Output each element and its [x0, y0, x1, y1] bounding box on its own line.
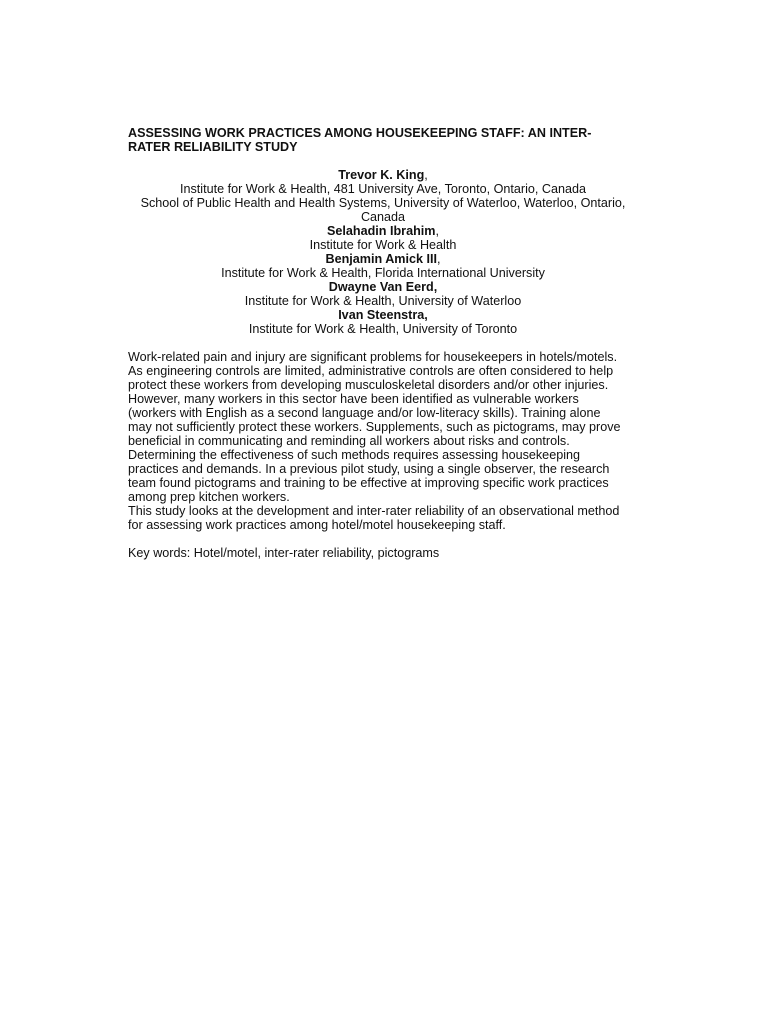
abstract-line: team found pictograms and training to be effective at improving specific work practices [128, 476, 609, 490]
author-suffix: , [435, 224, 439, 238]
author-entry [128, 280, 638, 294]
affiliation: Institute for Work & Health [309, 238, 457, 252]
author-block [128, 168, 638, 336]
abstract-line: protect these workers from developing musculoskeletal disorders and/or other injuries. [128, 378, 609, 392]
abstract-line: This study looks at the development and inter-rater reliability of an observational method [128, 504, 620, 518]
paper-title [128, 126, 638, 154]
affiliation: Canada [360, 210, 406, 224]
author-name: Dwayne Van Eerd, [328, 280, 438, 294]
abstract-line: practices and demands. In a previous pilot study, using a single observer, the research [128, 462, 610, 476]
author-name: Selahadin Ibrahim [327, 224, 436, 238]
author-entry [128, 252, 638, 266]
author-suffix: , [424, 168, 428, 182]
affiliation: School of Public Health and Health Systems, University of Waterloo, Waterloo, Ontario, [140, 196, 626, 210]
abstract-line: beneficial in communicating and reminding all workers about risks and controls. [128, 434, 570, 448]
author-entry [128, 308, 638, 322]
abstract [128, 350, 638, 532]
title-line: ASSESSING WORK PRACTICES AMONG HOUSEKEEPING STAFF: AN INTER- [128, 126, 592, 140]
abstract-line: may not sufficiently protect these workers. Supplements, such as pictograms, may prove [128, 420, 621, 434]
abstract-line: for assessing work practices among hotel/motel housekeeping staff. [128, 518, 506, 532]
abstract-line: Determining the effectiveness of such methods requires assessing housekeeping [128, 448, 581, 462]
title-line: RATER RELIABILITY STUDY [128, 140, 298, 154]
author-entry [128, 168, 638, 182]
author-suffix: , [437, 252, 441, 266]
author-name: Ivan Steenstra, [338, 308, 428, 322]
abstract-line: As engineering controls are limited, administrative controls are often considered to help [128, 364, 614, 378]
author-name: Benjamin Amick III [325, 252, 437, 266]
author-name: Trevor K. King [338, 168, 425, 182]
affiliation: Institute for Work & Health, University of Toronto [248, 322, 518, 336]
abstract-paragraph [128, 504, 638, 532]
affiliation: Institute for Work & Health, Florida International University [221, 266, 545, 280]
abstract-line: (workers with English as a second language and/or low-literacy skills). Training alone [128, 406, 601, 420]
affiliation: Institute for Work & Health, University of Waterloo [244, 294, 522, 308]
abstract-line: However, many workers in this sector have been identified as vulnerable workers [128, 392, 579, 406]
affiliation: Institute for Work & Health, 481 University Ave, Toronto, Ontario, Canada [179, 182, 586, 196]
abstract-line: Work-related pain and injury are significant problems for housekeepers in hotels/motels. [128, 350, 618, 364]
document-content [128, 126, 638, 560]
author-entry [128, 224, 638, 238]
abstract-line: among prep kitchen workers. [128, 490, 290, 504]
keywords: Key words: Hotel/motel, inter-rater reliability, pictograms [128, 546, 440, 560]
abstract-paragraph [128, 350, 638, 504]
